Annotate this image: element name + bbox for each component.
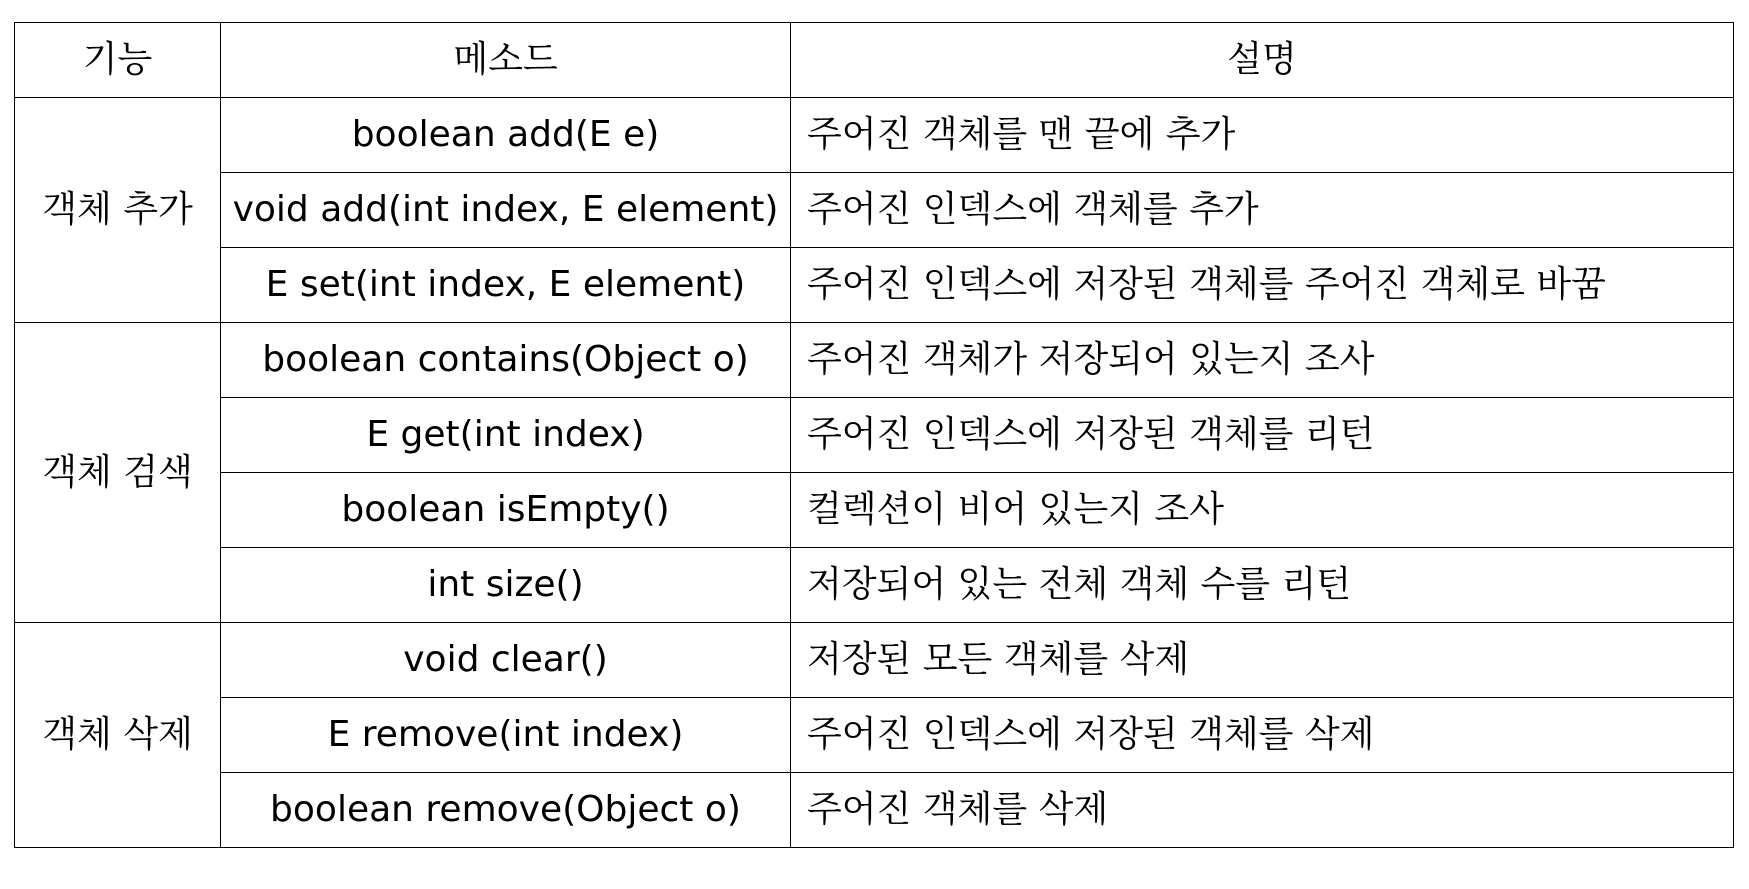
method-signature: boolean remove(Object o): [270, 789, 741, 830]
description-cell: 저장된 모든 객체를 삭제: [791, 623, 1734, 698]
header-description: 설명: [791, 23, 1734, 98]
description-cell: 저장되어 있는 전체 객체 수를 리턴: [791, 548, 1734, 623]
method-signature: void add(int index, E element): [232, 189, 779, 230]
method-signature: E get(int index): [366, 414, 645, 455]
method-cell: [221, 773, 791, 848]
method-cell: [221, 473, 791, 548]
table-row: [15, 323, 1734, 398]
method-cell: [221, 98, 791, 173]
table-row: [15, 698, 1734, 773]
description-cell: 컬렉션이 비어 있는지 조사: [791, 473, 1734, 548]
method-signature: boolean add(E e): [351, 114, 660, 155]
category-label: 객체 추가: [42, 189, 193, 230]
method-cell: [221, 698, 791, 773]
method-table: [14, 22, 1734, 848]
header-function: 기능: [15, 23, 221, 98]
method-signature: void clear(): [403, 639, 608, 680]
method-signature: int size(): [427, 564, 584, 605]
category-cell: [15, 98, 221, 323]
header-method: 메소드: [221, 23, 791, 98]
table-row: [15, 623, 1734, 698]
table-header: [15, 23, 1734, 98]
description-cell: 주어진 객체를 맨 끝에 추가: [791, 98, 1734, 173]
method-cell: [221, 623, 791, 698]
table-row: [15, 173, 1734, 248]
description-cell: 주어진 인덱스에 저장된 객체를 삭제: [791, 698, 1734, 773]
table-row: [15, 473, 1734, 548]
description-cell: 주어진 객체를 삭제: [791, 773, 1734, 848]
category-cell: [15, 323, 221, 623]
method-cell: [221, 548, 791, 623]
table-row: [15, 98, 1734, 173]
method-signature: boolean isEmpty(): [341, 489, 670, 530]
table-row: [15, 548, 1734, 623]
category-cell: [15, 623, 221, 848]
table-row: [15, 248, 1734, 323]
description-cell: 주어진 인덱스에 저장된 객체를 리턴: [791, 398, 1734, 473]
method-signature: E remove(int index): [327, 714, 684, 755]
method-cell: [221, 173, 791, 248]
table-row: [15, 773, 1734, 848]
method-signature: boolean contains(Object o): [262, 339, 749, 380]
category-label: 객체 삭제: [42, 714, 193, 755]
table-row: [15, 398, 1734, 473]
description-cell: 주어진 객체가 저장되어 있는지 조사: [791, 323, 1734, 398]
description-cell: 주어진 인덱스에 객체를 추가: [791, 173, 1734, 248]
category-label: 객체 검색: [42, 451, 193, 493]
method-cell: [221, 248, 791, 323]
table-body: [15, 98, 1734, 848]
description-cell: 주어진 인덱스에 저장된 객체를 주어진 객체로 바꿈: [791, 248, 1734, 323]
method-cell: [221, 398, 791, 473]
method-signature: E set(int index, E element): [265, 264, 746, 305]
header-row: [15, 23, 1734, 98]
method-cell: [221, 323, 791, 398]
